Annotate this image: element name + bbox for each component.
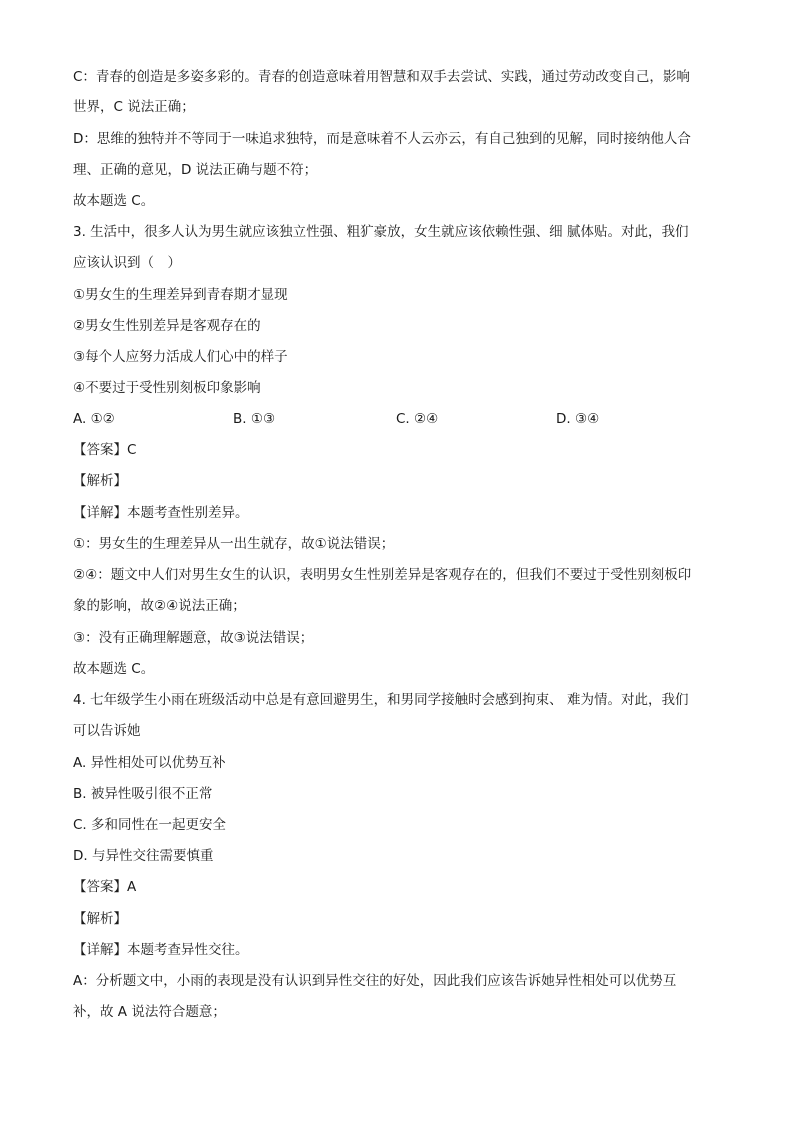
line: 象的影响，故②④说法正确； [73, 598, 246, 614]
option-b: B. 被异性吸引很不正常 [73, 786, 213, 802]
option-b: B. ①③ [233, 411, 276, 427]
statement-3: ③每个人应努力活成人们心中的样子 [73, 349, 288, 365]
statement-2: ②男女生性别差异是客观存在的 [73, 318, 261, 334]
line: ③：没有正确理解题意，故③说法错误； [73, 630, 314, 646]
answer-label: 【答案】C [73, 442, 137, 458]
question-3-stem: 3. 生活中，很多人认为男生就应该独立性强、粗犷豪放，女生就应该依赖性强、细 腻体贴。对此，我们 [73, 224, 689, 240]
line: 补，故 A 说法符合题意； [73, 1004, 226, 1020]
statement-4: ④不要过于受性别刻板印象影响 [73, 380, 261, 396]
analysis-label: 【解析】 [73, 911, 127, 927]
option-c: C. 多和同性在一起更安全 [73, 817, 227, 833]
answer-label: 【答案】A [73, 879, 137, 895]
line: 世界，C 说法正确； [73, 99, 195, 115]
line: ①：男女生的生理差异从一出生就存，故①说法错误； [73, 536, 395, 552]
line: 理、正确的意见，D 说法正确与题不符； [73, 162, 318, 178]
detail-line: 【详解】本题考查异性交往。 [73, 942, 249, 958]
question-4-stem: 4. 七年级学生小雨在班级活动中总是有意回避男生，和男同学接触时会感到拘束、 难为情。对此，我们 [73, 692, 689, 708]
line: D：思维的独特并不等同于一味追求独特，而是意味着不人云亦云，有自己独到的见解，同时接纳他人合 [73, 131, 691, 147]
line: C：青春的创造是多姿多彩的。青春的创造意味着用智慧和双手去尝试、实践，通过劳动改变自己，影响 [73, 69, 690, 85]
statement-1: ①男女生的生理差异到青春期才显现 [73, 287, 288, 303]
line: 应该认识到（ ） [73, 255, 181, 271]
line: 可以告诉她 [73, 723, 141, 739]
line: A：分析题文中，小雨的表现是没有认识到异性交往的好处，因此我们应该告诉她异性相处可以优势互 [73, 973, 677, 989]
option-c: C. ②④ [396, 411, 439, 427]
option-d: D. ③④ [556, 411, 600, 427]
option-a: A. 异性相处可以优势互补 [73, 755, 226, 771]
line: 故本题选 C。 [73, 661, 155, 677]
analysis-label: 【解析】 [73, 473, 127, 489]
line: 故本题选 C。 [73, 193, 155, 209]
detail-line: 【详解】本题考查性别差异。 [73, 505, 249, 521]
line: ②④：题文中人们对男生女生的认识，表明男女生性别差异是客观存在的，但我们不要过于受性别刻板印 [73, 567, 692, 583]
option-d: D. 与异性交往需要慎重 [73, 848, 214, 864]
option-a: A. ①② [73, 411, 115, 427]
